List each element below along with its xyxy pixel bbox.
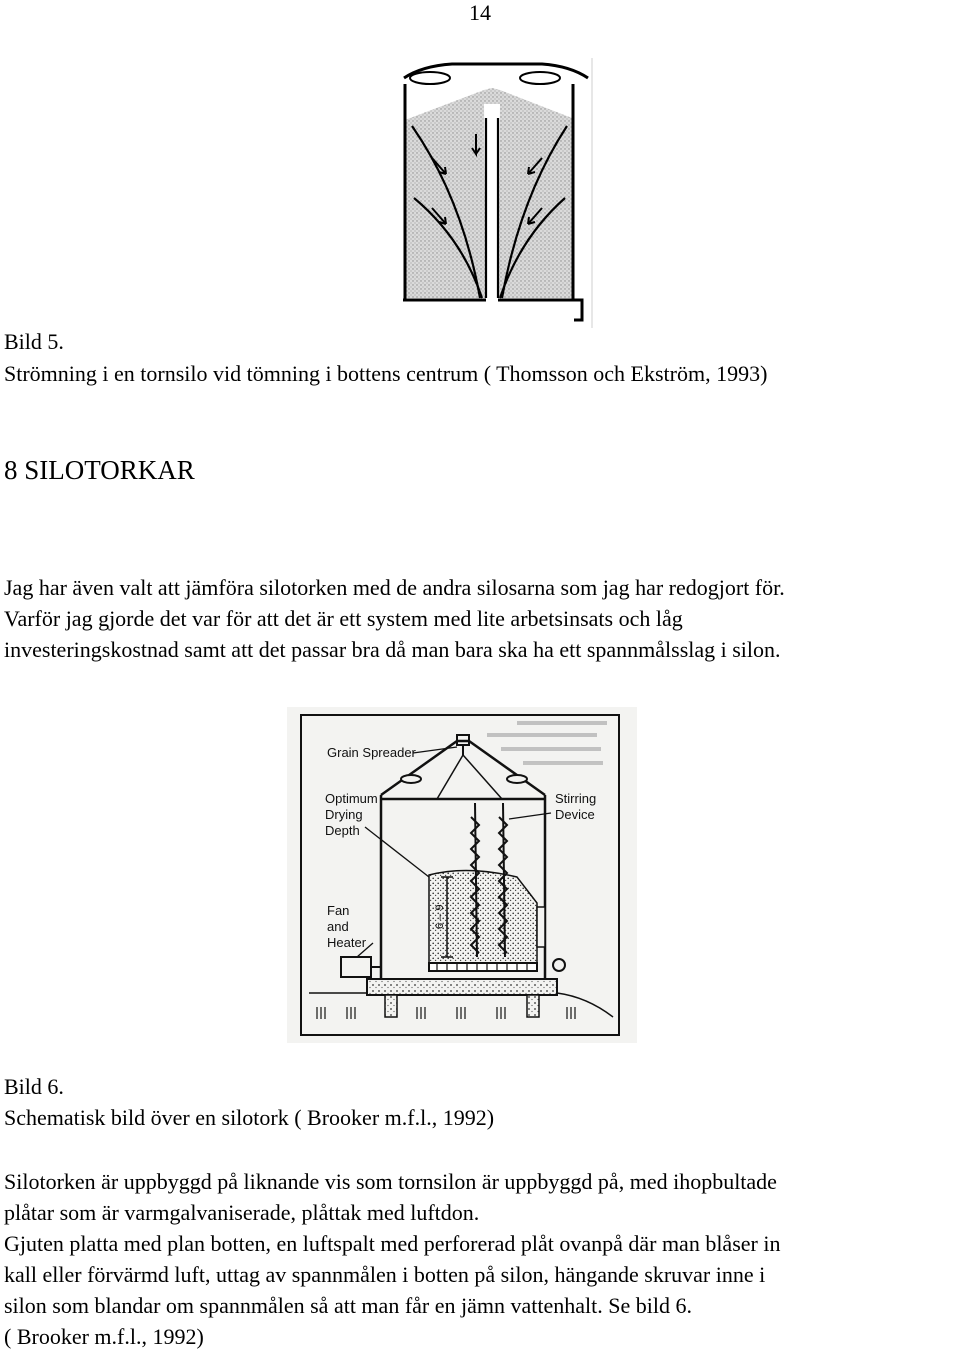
silo-dryer-figure — [287, 707, 637, 1043]
body-line: plåtar som är varmgalvaniserade, plåttak med luftdon. — [4, 1200, 480, 1225]
figure6-caption-label: Bild 6. — [4, 1074, 64, 1099]
body-line: ( Brooker m.f.l., 1992) — [4, 1324, 204, 1349]
depth-measure-label: 6 – 9 — [434, 904, 446, 929]
body-line: silon som blandar om spannmålen så att man får en jämn vattenhalt. Se bild 6. — [4, 1293, 692, 1318]
tower-silo-flow-figure — [392, 48, 602, 334]
body-line: kall eller förvärmd luft, uttag av spannmålen i botten på silon, hängande skruvar inne i — [4, 1262, 766, 1287]
optimum-label: Optimum — [325, 791, 378, 806]
depth-label: Depth — [325, 823, 360, 838]
and-label: and — [327, 919, 349, 934]
drying-label: Drying — [325, 807, 363, 822]
figure5-caption-label: Bild 5. — [4, 329, 64, 354]
heater-label: Heater — [327, 935, 367, 950]
device-label: Device — [555, 807, 595, 822]
section-heading: 8 SILOTORKAR — [4, 455, 195, 485]
paragraph-line: Varför jag gjorde det var för att det är ett system med lite arbetsinsats och låg — [4, 606, 683, 631]
grain-spreader-label: Grain Spreader — [327, 745, 416, 760]
body-line: Silotorken är uppbyggd på liknande vis som tornsilon är uppbyggd på, med ihopbultade — [4, 1169, 777, 1194]
page-number: 14 — [469, 0, 491, 25]
body-line: Gjuten platta med plan botten, en luftspalt med perforerad plåt ovanpå där man blåser in — [4, 1231, 781, 1256]
fan-label: Fan — [327, 903, 350, 918]
figure5-caption-text: Strömning i en tornsilo vid tömning i bottens centrum ( Thomsson och Ekström, 1993) — [4, 361, 768, 386]
paragraph-line: investeringskostnad samt att det passar bra då man bara ska ha ett spannmålsslag i silon. — [4, 637, 781, 662]
paragraph-line: Jag har även valt att jämföra silotorken med de andra silosarna som jag har redogjort för. — [4, 575, 785, 600]
stirring-label: Stirring — [555, 791, 597, 806]
figure6-caption-text: Schematisk bild över en silotork ( Brooker m.f.l., 1992) — [4, 1105, 495, 1130]
